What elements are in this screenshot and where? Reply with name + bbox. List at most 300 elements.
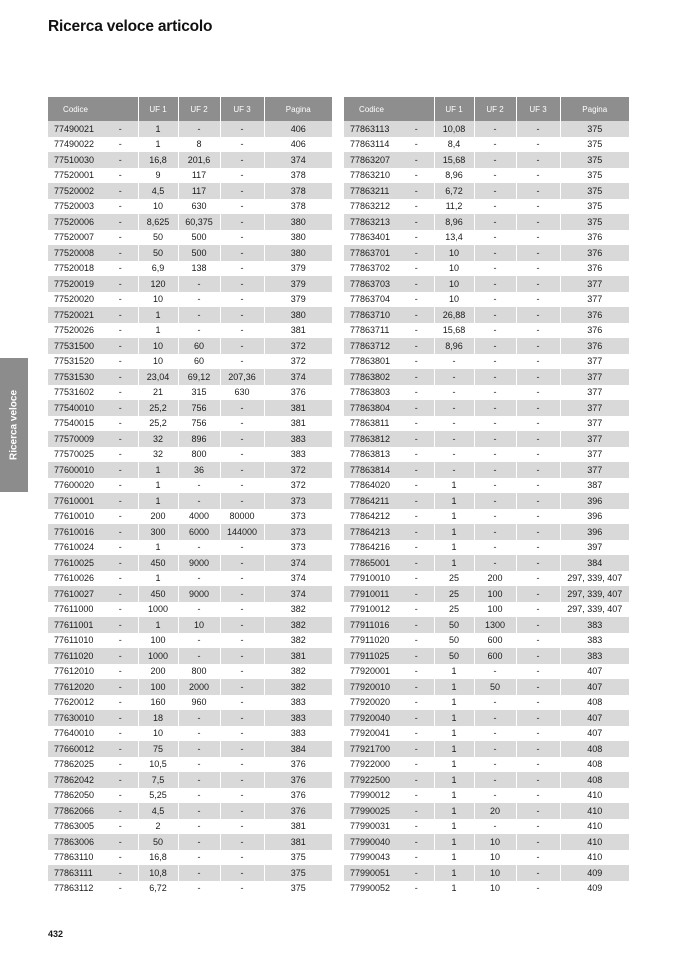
cell-uf3: - xyxy=(516,168,560,184)
cell-uf3: - xyxy=(220,214,264,230)
cell-page: 410 xyxy=(560,850,629,866)
table-row xyxy=(48,555,332,571)
cell-uf1: 50 xyxy=(434,617,474,633)
cell-dash: - xyxy=(414,728,418,739)
cell-code: 77863112 xyxy=(54,883,94,894)
cell-uf2: - xyxy=(474,245,516,261)
cell-dash: - xyxy=(103,152,138,168)
table-row xyxy=(344,447,629,463)
cell-uf3: - xyxy=(516,772,560,788)
cell-uf3: - xyxy=(516,571,560,587)
cell-uf3: - xyxy=(516,850,560,866)
cell-uf3: - xyxy=(220,586,264,602)
cell-code: 77863114 xyxy=(350,139,390,150)
cell-uf1: 6,72 xyxy=(434,183,474,199)
cell-page: 383 xyxy=(264,726,332,742)
cell-uf3: - xyxy=(220,354,264,370)
cell-code: 77863211 xyxy=(344,183,399,199)
cell-uf3: - xyxy=(516,555,560,571)
cell-uf1: - xyxy=(434,354,474,370)
cell-uf1: 50 xyxy=(434,648,474,664)
cell-page: 377 xyxy=(560,292,629,308)
cell-uf3: - xyxy=(220,788,264,804)
cell-dash: - xyxy=(103,555,138,571)
cell-uf2: 200 xyxy=(474,571,516,587)
cell-code: 77990043 xyxy=(350,852,391,863)
cell-uf2: - xyxy=(474,695,516,711)
cell-uf1: 10,8 xyxy=(138,865,178,881)
cell-code: 77863812 xyxy=(344,431,399,447)
cell-page: 381 xyxy=(264,323,332,339)
cell-uf1: 5,25 xyxy=(138,788,178,804)
cell-uf1: 8,96 xyxy=(434,168,474,184)
cell-page: 382 xyxy=(264,664,332,680)
cell-uf2: - xyxy=(178,292,220,308)
cell-uf1: 1 xyxy=(138,540,178,556)
table-row xyxy=(48,617,332,633)
cell-page: 410 xyxy=(560,819,629,835)
cell-uf3: - xyxy=(220,462,264,478)
cell-uf2: - xyxy=(178,121,220,137)
table-row xyxy=(344,509,629,525)
cell-dash: - xyxy=(399,245,434,261)
cell-uf1: 1 xyxy=(434,741,474,757)
cell-page: 383 xyxy=(264,710,332,726)
cell-uf2: 6000 xyxy=(178,524,220,540)
cell-dash: - xyxy=(103,865,138,881)
cell-uf3: - xyxy=(220,679,264,695)
cell-uf3: - xyxy=(220,292,264,308)
cell-uf1: 8,96 xyxy=(434,338,474,354)
header-pagina: Pagina xyxy=(560,97,629,121)
cell-uf1: 50 xyxy=(138,230,178,246)
cell-code: 77911020 xyxy=(350,635,390,646)
cell-uf1: 1 xyxy=(434,803,474,819)
cell-uf2: 60,375 xyxy=(178,214,220,230)
cell-page: 377 xyxy=(560,369,629,385)
cell-page: 380 xyxy=(264,214,332,230)
cell-code: 77863704 xyxy=(350,294,391,305)
cell-uf1: 15,68 xyxy=(434,323,474,339)
cell-uf1: 1 xyxy=(434,772,474,788)
table-header-row xyxy=(344,97,629,121)
cell-uf3: - xyxy=(516,276,560,292)
cell-code: 77520018 xyxy=(54,263,95,274)
cell-uf3: - xyxy=(516,819,560,835)
cell-uf1: 10 xyxy=(434,292,474,308)
cell-code: 77863813 xyxy=(350,449,391,460)
cell-page: 377 xyxy=(560,276,629,292)
cell-uf1: 25 xyxy=(434,602,474,618)
table-row xyxy=(344,695,629,711)
cell-uf3: - xyxy=(220,478,264,494)
cell-page: 382 xyxy=(264,617,332,633)
cell-page: 297, 339, 407 xyxy=(560,571,629,587)
cell-page: 375 xyxy=(560,152,629,168)
cell-page: 297, 339, 407 xyxy=(560,586,629,602)
cell-code: 77520003 xyxy=(54,201,95,212)
cell-uf2: 138 xyxy=(178,261,220,277)
cell-uf2: 756 xyxy=(178,416,220,432)
cell-page: 374 xyxy=(264,152,332,168)
cell-code: 77610010 xyxy=(54,511,95,522)
cell-uf2: 9000 xyxy=(178,586,220,602)
cell-dash: - xyxy=(103,834,138,850)
cell-code: 77864020 xyxy=(350,480,391,491)
cell-uf2: - xyxy=(474,323,516,339)
header-pagina: Pagina xyxy=(264,97,332,121)
cell-code: 77863110 xyxy=(54,852,94,863)
cell-uf2: 896 xyxy=(178,431,220,447)
cell-uf2: - xyxy=(474,152,516,168)
cell-uf3: - xyxy=(516,261,560,277)
cell-dash: - xyxy=(103,338,138,354)
cell-code: 77600020 xyxy=(54,480,95,491)
table-row xyxy=(344,850,629,866)
cell-code: 77520019 xyxy=(48,276,103,292)
table-row xyxy=(344,385,629,401)
cell-uf3: - xyxy=(516,416,560,432)
cell-uf1: - xyxy=(434,431,474,447)
cell-uf3: - xyxy=(516,493,560,509)
cell-uf3: - xyxy=(516,803,560,819)
cell-uf3: - xyxy=(220,540,264,556)
cell-uf1: 10 xyxy=(434,245,474,261)
table-row xyxy=(48,509,332,525)
cell-code: 77863113 xyxy=(344,121,399,137)
cell-uf3: - xyxy=(220,183,264,199)
cell-uf1: 10 xyxy=(434,276,474,292)
cell-uf3: - xyxy=(220,803,264,819)
table-row xyxy=(48,199,332,215)
table-row xyxy=(344,199,629,215)
cell-dash: - xyxy=(118,666,122,677)
cell-code: 77540010 xyxy=(48,400,103,416)
cell-uf2: 960 xyxy=(178,695,220,711)
cell-dash: - xyxy=(103,245,138,261)
cell-uf1: - xyxy=(434,447,474,463)
cell-dash: - xyxy=(103,369,138,385)
cell-dash: - xyxy=(103,121,138,137)
cell-dash: - xyxy=(399,803,434,819)
table-row xyxy=(48,540,332,556)
cell-code: 77570025 xyxy=(54,449,95,460)
table-row xyxy=(344,865,629,881)
cell-code: 77611020 xyxy=(48,648,103,664)
cell-code: 77990052 xyxy=(350,883,391,894)
side-tab[interactable] xyxy=(0,358,28,492)
cell-dash: - xyxy=(399,431,434,447)
article-table-right xyxy=(344,97,629,896)
cell-uf2: 69,12 xyxy=(178,369,220,385)
cell-uf2: - xyxy=(474,493,516,509)
cell-uf1: 13,4 xyxy=(434,230,474,246)
cell-code: 77990025 xyxy=(344,803,399,819)
cell-code: 77920040 xyxy=(344,710,399,726)
cell-page: 383 xyxy=(264,695,332,711)
cell-uf3: - xyxy=(220,261,264,277)
cell-uf1: 1000 xyxy=(138,648,178,664)
cell-uf1: 18 xyxy=(138,710,178,726)
cell-uf3: - xyxy=(516,292,560,308)
cell-uf3: - xyxy=(516,695,560,711)
cell-uf2: - xyxy=(474,338,516,354)
cell-page: 375 xyxy=(560,121,629,137)
cell-code: 77920010 xyxy=(344,679,399,695)
table-row xyxy=(344,493,629,509)
cell-uf3: - xyxy=(516,183,560,199)
cell-uf3: - xyxy=(516,617,560,633)
table-row xyxy=(48,369,332,385)
cell-code: 77863711 xyxy=(350,325,390,336)
cell-page: 376 xyxy=(560,307,629,323)
cell-uf2: 100 xyxy=(474,602,516,618)
table-row xyxy=(344,617,629,633)
cell-dash: - xyxy=(414,821,418,832)
cell-code: 77611010 xyxy=(54,635,94,646)
cell-dash: - xyxy=(118,852,122,863)
table-row xyxy=(344,819,629,835)
cell-uf3: - xyxy=(516,137,560,153)
cell-uf2: - xyxy=(474,509,516,525)
cell-code: 77520008 xyxy=(48,245,103,261)
cell-code: 77863701 xyxy=(344,245,399,261)
cell-uf2: - xyxy=(178,834,220,850)
cell-code: 77863803 xyxy=(350,387,391,398)
cell-uf2: - xyxy=(474,307,516,323)
cell-uf1: 15,68 xyxy=(434,152,474,168)
cell-code: 77610027 xyxy=(48,586,103,602)
cell-uf2: 8 xyxy=(178,137,220,153)
cell-uf2: 201,6 xyxy=(178,152,220,168)
cell-code: 77990040 xyxy=(344,834,399,850)
cell-dash: - xyxy=(118,356,122,367)
cell-uf3: - xyxy=(516,462,560,478)
cell-uf1: 1 xyxy=(138,478,178,494)
cell-page: 410 xyxy=(560,803,629,819)
cell-code: 77862042 xyxy=(48,772,103,788)
table-row xyxy=(344,354,629,370)
cell-dash: - xyxy=(399,741,434,757)
cell-code: 77920020 xyxy=(350,697,391,708)
cell-uf2: - xyxy=(178,493,220,509)
table-row xyxy=(48,834,332,850)
cell-uf2: - xyxy=(178,633,220,649)
table-header-row xyxy=(48,97,332,121)
cell-dash: - xyxy=(118,883,122,894)
table-row xyxy=(48,586,332,602)
cell-uf1: 1 xyxy=(434,865,474,881)
cell-page: 408 xyxy=(560,772,629,788)
cell-uf2: 630 xyxy=(178,199,220,215)
cell-page: 373 xyxy=(264,493,332,509)
cell-uf1: 1 xyxy=(434,881,474,897)
cell-dash: - xyxy=(414,759,418,770)
cell-uf3: - xyxy=(220,121,264,137)
table-row xyxy=(48,633,332,649)
cell-uf3: - xyxy=(516,834,560,850)
cell-page: 378 xyxy=(264,183,332,199)
cell-uf3: - xyxy=(516,865,560,881)
cell-uf1: 10,08 xyxy=(434,121,474,137)
cell-dash: - xyxy=(118,697,122,708)
cell-uf2: - xyxy=(474,772,516,788)
cell-dash: - xyxy=(414,449,418,460)
cell-page: 383 xyxy=(560,633,629,649)
table-row xyxy=(344,648,629,664)
cell-dash: - xyxy=(118,139,122,150)
table-row xyxy=(48,385,332,401)
table-row xyxy=(344,726,629,742)
cell-code: 77863401 xyxy=(350,232,391,243)
cell-uf1: 1 xyxy=(138,617,178,633)
cell-uf3: - xyxy=(516,214,560,230)
table-row xyxy=(344,230,629,246)
table-row xyxy=(48,431,332,447)
table-row xyxy=(48,137,332,153)
cell-uf2: - xyxy=(474,230,516,246)
cell-uf2: - xyxy=(474,261,516,277)
cell-page: 383 xyxy=(264,447,332,463)
cell-uf3: - xyxy=(220,757,264,773)
cell-uf2: - xyxy=(474,276,516,292)
header-uf3: UF 3 xyxy=(516,97,560,121)
cell-dash: - xyxy=(399,586,434,602)
cell-page: 407 xyxy=(560,710,629,726)
cell-uf2: - xyxy=(474,555,516,571)
cell-page: 380 xyxy=(264,307,332,323)
cell-uf2: 10 xyxy=(474,881,516,897)
cell-dash: - xyxy=(118,604,122,615)
cell-uf1: 10 xyxy=(138,338,178,354)
cell-uf2: 600 xyxy=(474,633,516,649)
cell-uf3: - xyxy=(220,850,264,866)
cell-code: 77612010 xyxy=(54,666,95,677)
cell-dash: - xyxy=(414,170,418,181)
cell-code: 77620012 xyxy=(54,697,95,708)
cell-uf1: 25 xyxy=(434,571,474,587)
cell-uf2: - xyxy=(178,276,220,292)
page-title: Ricerca veloce articolo xyxy=(48,18,213,35)
cell-uf1: 10 xyxy=(434,261,474,277)
cell-page: 376 xyxy=(560,261,629,277)
cell-dash: - xyxy=(118,449,122,460)
cell-dash: - xyxy=(103,400,138,416)
cell-uf2: 10 xyxy=(474,865,516,881)
cell-uf2: - xyxy=(474,478,516,494)
cell-dash: - xyxy=(103,586,138,602)
cell-dash: - xyxy=(399,493,434,509)
cell-uf3: - xyxy=(220,230,264,246)
table-row xyxy=(48,416,332,432)
cell-uf1: 160 xyxy=(138,695,178,711)
cell-dash: - xyxy=(414,294,418,305)
cell-uf1: 16,8 xyxy=(138,152,178,168)
cell-code: 77863207 xyxy=(344,152,399,168)
table-row xyxy=(344,121,629,137)
cell-uf1: 23,04 xyxy=(138,369,178,385)
header-uf3: UF 3 xyxy=(220,97,264,121)
cell-uf2: - xyxy=(474,431,516,447)
cell-page: 376 xyxy=(264,803,332,819)
cell-code: 77531520 xyxy=(54,356,95,367)
cell-page: 381 xyxy=(264,400,332,416)
cell-uf3: 207,36 xyxy=(220,369,264,385)
cell-uf1: 1 xyxy=(434,726,474,742)
cell-dash: - xyxy=(399,152,434,168)
cell-uf1: 4,5 xyxy=(138,803,178,819)
cell-page: 382 xyxy=(264,679,332,695)
cell-uf2: - xyxy=(178,323,220,339)
cell-page: 377 xyxy=(560,354,629,370)
cell-uf2: 117 xyxy=(178,168,220,184)
cell-dash: - xyxy=(103,803,138,819)
cell-uf3: - xyxy=(220,881,264,897)
table-row xyxy=(48,865,332,881)
cell-uf3: - xyxy=(516,245,560,261)
cell-uf3: - xyxy=(220,276,264,292)
cell-uf1: 1 xyxy=(434,788,474,804)
cell-code: 77640010 xyxy=(54,728,95,739)
cell-uf3: - xyxy=(516,323,560,339)
cell-code: 77611000 xyxy=(54,604,94,615)
cell-uf3: - xyxy=(220,323,264,339)
cell-code: 77611001 xyxy=(48,617,103,633)
table-row xyxy=(48,230,332,246)
cell-dash: - xyxy=(399,772,434,788)
header-uf1: UF 1 xyxy=(138,97,178,121)
cell-page: 377 xyxy=(560,447,629,463)
table-row xyxy=(48,881,332,897)
table-row xyxy=(344,307,629,323)
cell-uf2: 800 xyxy=(178,447,220,463)
cell-dash: - xyxy=(118,325,122,336)
cell-code: 77540015 xyxy=(54,418,95,429)
table-row xyxy=(48,478,332,494)
cell-uf3: - xyxy=(220,168,264,184)
table-row xyxy=(48,788,332,804)
table-row xyxy=(344,803,629,819)
cell-dash: - xyxy=(103,214,138,230)
cell-uf2: - xyxy=(178,772,220,788)
cell-uf3: - xyxy=(516,354,560,370)
table-row xyxy=(344,478,629,494)
cell-code: 77863811 xyxy=(350,418,390,429)
cell-uf2: 315 xyxy=(178,385,220,401)
table-row xyxy=(48,307,332,323)
cell-uf3: - xyxy=(516,741,560,757)
cell-uf3: - xyxy=(516,478,560,494)
cell-uf2: 60 xyxy=(178,338,220,354)
cell-page: 376 xyxy=(264,788,332,804)
cell-code: 77520007 xyxy=(54,232,95,243)
cell-uf2: - xyxy=(474,369,516,385)
cell-code: 77922000 xyxy=(350,759,391,770)
cell-dash: - xyxy=(399,710,434,726)
cell-uf2: - xyxy=(474,524,516,540)
cell-page: 376 xyxy=(264,757,332,773)
cell-page: 408 xyxy=(560,741,629,757)
cell-uf2: 800 xyxy=(178,664,220,680)
cell-code: 77863111 xyxy=(48,865,103,881)
cell-code: 77531500 xyxy=(48,338,103,354)
table-row xyxy=(48,524,332,540)
cell-page: 375 xyxy=(560,168,629,184)
cell-page: 383 xyxy=(560,648,629,664)
cell-page: 378 xyxy=(264,168,332,184)
table-row xyxy=(48,772,332,788)
cell-dash: - xyxy=(399,865,434,881)
